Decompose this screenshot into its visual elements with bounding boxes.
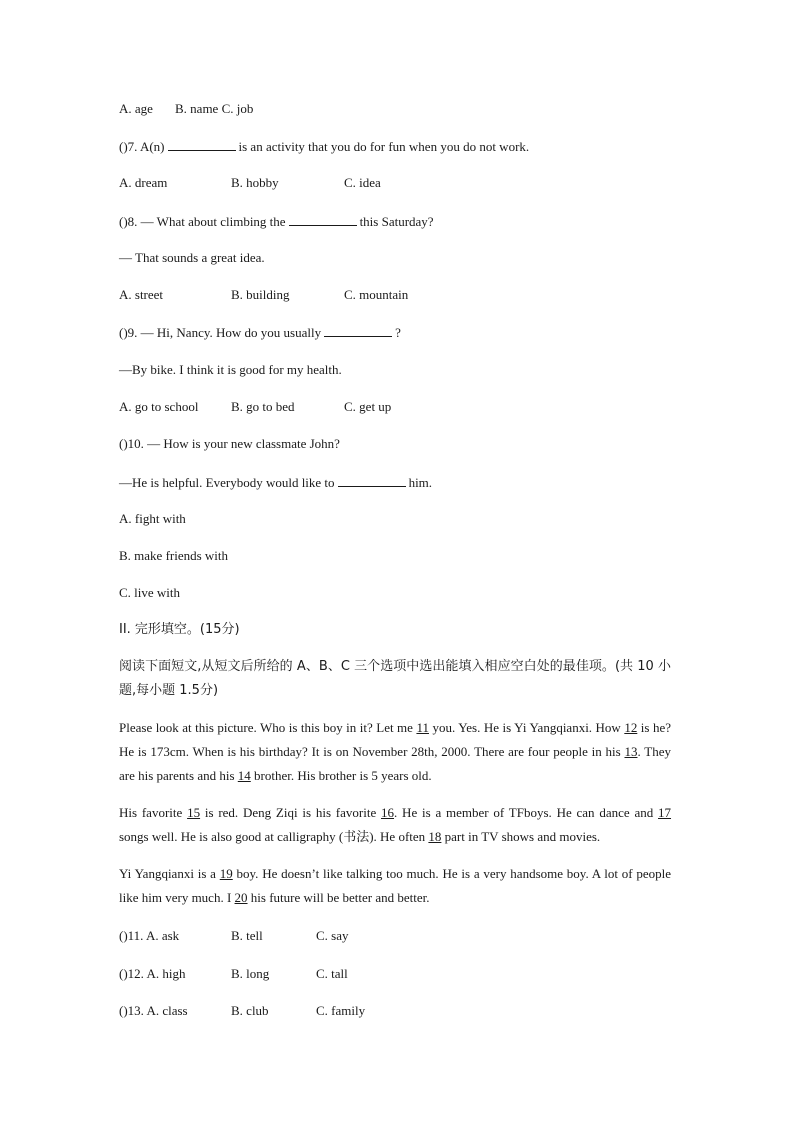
question-7	[119, 138, 529, 155]
passage-text: . They are his parents and his	[119, 744, 671, 783]
q7-option-c: C. idea	[344, 175, 381, 190]
blank-number-18: 18	[428, 829, 442, 844]
passage-paragraph-3	[119, 862, 671, 910]
question-12	[119, 966, 348, 982]
q9-options	[119, 399, 391, 415]
q11-option-a: ()11. A. ask	[119, 928, 180, 943]
q10-option-b: B. make friends with	[119, 548, 229, 563]
blank-number-14: 14	[237, 768, 251, 783]
passage-text: His favorite	[119, 805, 188, 820]
passage-text: Please look at this picture. Who is this boy in it? Let me	[119, 720, 417, 735]
q8-option-c: C. mountain	[344, 287, 409, 302]
question-13	[119, 1003, 365, 1019]
q11-option-b: B. tell	[231, 928, 263, 943]
q9-blank	[324, 324, 392, 337]
blank-number-15: 15	[187, 805, 201, 820]
q12-option-c: C. tall	[316, 966, 348, 981]
q10-option-c: C. live with	[119, 585, 181, 600]
blank-number-16: 16	[381, 805, 395, 820]
q7-options	[119, 175, 381, 191]
q8-options	[119, 287, 408, 303]
q9-reply: —By bike. I think it is good for my health.	[119, 362, 342, 377]
passage-text: songs well. He is also good at calligraphy (书法). He often	[119, 829, 429, 844]
q10-blank	[338, 474, 406, 487]
q11-option-c: C. say	[316, 928, 349, 943]
blank-number-17: 17	[658, 805, 672, 820]
q7-blank	[168, 138, 236, 151]
passage-paragraph-2	[119, 801, 671, 849]
q7-option-b: B. hobby	[231, 175, 279, 190]
q12-option-b: B. long	[231, 966, 270, 981]
q7-suffix: is an activity that you do for fun when you do not work.	[238, 139, 530, 154]
q13-option-a: ()13. A. class	[119, 1003, 188, 1018]
q6-option-b-c	[175, 101, 253, 117]
passage-text: you. Yes. He is Yi Yangqianxi. How	[428, 720, 625, 735]
passage-text: is red. Deng Ziqi is his favorite	[200, 805, 382, 820]
question-9	[119, 324, 401, 341]
passage-text: is he? He is 173cm. When is his birthday? It is on November 28th, 2000. There are four people in his	[119, 720, 671, 759]
blank-number-19: 19	[219, 866, 233, 881]
question-8	[119, 213, 434, 230]
q8-blank	[289, 213, 357, 226]
blank-number-12: 12	[624, 720, 638, 735]
q7-prefix: ()7. A(n)	[119, 139, 165, 154]
q9-prefix: ()9. — Hi, Nancy. How do you usually	[119, 325, 322, 340]
question-11	[119, 928, 349, 944]
q8-option-a: A. street	[119, 287, 164, 302]
passage-text: his future will be better and better.	[247, 890, 430, 905]
q6-option-a: A. age	[119, 101, 153, 116]
question-10: ()10. — How is your new classmate John?	[119, 436, 340, 451]
q13-option-b: B. club	[231, 1003, 269, 1018]
q9-option-c: C. get up	[344, 399, 392, 414]
q8-suffix: this Saturday?	[359, 214, 434, 229]
q10-suffix: him.	[408, 475, 433, 490]
section-heading: II. 完形填空。(15分)	[119, 622, 240, 637]
q9-option-a: A. go to school	[119, 399, 199, 414]
q8-reply: — That sounds a great idea.	[119, 250, 265, 265]
passage-text: Yi Yangqianxi is a	[119, 866, 220, 881]
q9-suffix: ?	[395, 325, 401, 340]
q13-option-c: C. family	[316, 1003, 366, 1018]
passage-text: part in TV shows and movies.	[441, 829, 601, 844]
blank-number-20: 20	[234, 890, 248, 905]
q6-options	[119, 101, 253, 117]
q10-option-a: A. fight with	[119, 511, 186, 526]
q6-option-b: B. name	[175, 101, 219, 116]
q10-prefix: —He is helpful. Everybody would like to	[119, 475, 335, 490]
blank-number-11: 11	[416, 720, 429, 735]
q8-option-b: B. building	[231, 287, 290, 302]
q7-option-a: A. dream	[119, 175, 168, 190]
q8-prefix: ()8. — What about climbing the	[119, 214, 286, 229]
passage-text: brother. His brother is 5 years old.	[250, 768, 432, 783]
passage-text: . He is a member of TFboys. He can dance and	[394, 805, 659, 820]
passage-text: boy. He doesn’t like talking too much. He is a very handsome boy. A lot of people like him very much. I	[119, 866, 671, 905]
section-instructions: 阅读下面短文,从短文后所给的 A、B、C 三个选项中选出能填入相应空白处的最佳项。(共 10 小题,每小题 1.5分)	[119, 659, 671, 698]
q12-option-a: ()12. A. high	[119, 966, 186, 981]
q9-option-b: B. go to bed	[231, 399, 295, 414]
q10-reply	[119, 474, 432, 491]
blank-number-13: 13	[624, 744, 638, 759]
passage-paragraph-1	[119, 716, 671, 788]
q6-option-c: C. job	[221, 101, 254, 116]
